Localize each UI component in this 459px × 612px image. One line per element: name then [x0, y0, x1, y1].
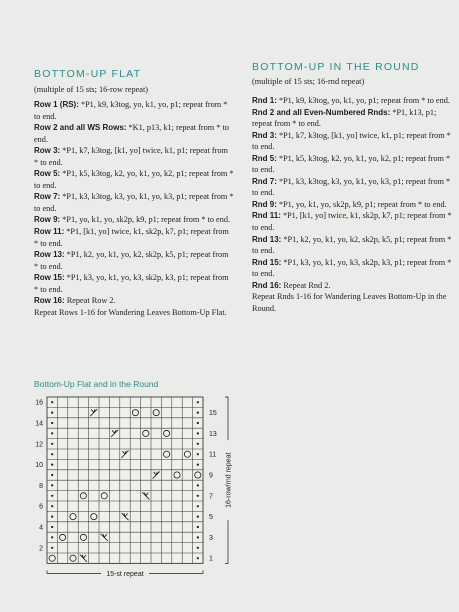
row-text: *P1, k3, k3tog, k3, yo, k1, yo, k3, p1; repeat from * to end.	[34, 192, 234, 213]
flat-row-3	[34, 145, 234, 168]
row-text: *P1, k7, k3tog, [k1, yo] twice, k1, p1; repeat from * to end.	[252, 130, 451, 152]
round-row-2	[252, 107, 452, 130]
row-label: Rnd 7:	[252, 176, 277, 186]
row-text: *P1, k3, yo, k1, yo, k3, sk2p, k3, p1; repeat from * to end.	[34, 273, 229, 294]
yarn-over-symbol	[101, 493, 107, 499]
row-text: *P1, k9, k3tog, yo, k1, yo, p1; repeat from * to end.	[276, 96, 450, 105]
row-label: Rnd 3:	[252, 130, 277, 140]
st-repeat-label: 15-st repeat	[106, 570, 144, 578]
purl-dot	[51, 495, 53, 497]
flat-title: BOTTOM-UP FLAT	[34, 68, 142, 80]
purl-dot	[197, 547, 199, 549]
row-text: *P1, [k1, yo] twice, k1, sk2p, k7, p1; repeat from * to end.	[252, 211, 452, 233]
round-row-8	[252, 234, 452, 257]
yarn-over-symbol	[184, 451, 190, 457]
row-text: *P1, k9, k3tog, yo, k1, yo, p1; repeat from * to end.	[34, 100, 228, 121]
knitting-chart	[0, 390, 459, 612]
purl-dot	[197, 526, 199, 528]
purl-dot	[51, 526, 53, 528]
row-number-left: 14	[35, 420, 43, 428]
flat-row-9	[34, 272, 234, 295]
yarn-over-symbol	[143, 430, 149, 436]
purl-dot	[197, 432, 199, 434]
round-title: BOTTOM-UP IN THE ROUND	[252, 61, 420, 73]
purl-dot	[51, 536, 53, 538]
row-text: *K1, p13, k1; repeat from * to end.	[34, 123, 229, 144]
row-number-right: 9	[209, 472, 213, 480]
row-label: Row 13:	[34, 250, 65, 260]
purl-dot	[51, 464, 53, 466]
row-label: Rnd 9:	[252, 199, 277, 209]
purl-dot	[197, 443, 199, 445]
yarn-over-symbol	[153, 410, 159, 416]
row-text: *P1, k5, k3tog, k2, yo, k1, yo, k2, p1; repeat from * to end.	[34, 169, 234, 190]
row-label: Rnd 5:	[252, 153, 277, 163]
row-text: *P1, k2, yo, k1, yo, k2, sk2p, k5, p1; repeat from * to end.	[34, 250, 229, 271]
row-number-right: 7	[209, 493, 213, 501]
purl-dot	[197, 453, 199, 455]
row-number-left: 6	[39, 503, 43, 511]
row-label: Row 1 (RS):	[34, 100, 79, 109]
round-row-9	[252, 257, 452, 280]
purl-dot	[197, 484, 199, 486]
row-text: *P1, k7, k3tog, [k1, yo] twice, k1, p1; repeat from * to end.	[34, 146, 228, 167]
row-number-left: 8	[39, 482, 43, 490]
purl-dot	[197, 557, 199, 559]
round-row-10	[252, 280, 452, 292]
purl-dot	[197, 516, 199, 518]
row-label: Row 7:	[34, 192, 61, 202]
row-label: Rnd 11:	[252, 211, 281, 221]
flat-row-1	[34, 99, 234, 122]
row-label: Row 9:	[34, 215, 61, 225]
yarn-over-symbol	[70, 514, 76, 520]
purl-dot	[51, 516, 53, 518]
row-label: Rnd 15:	[252, 257, 282, 267]
row-text: Repeat Rows 1-16 for Wandering Leaves Bottom-Up Flat.	[34, 307, 227, 317]
yarn-over-symbol	[174, 472, 180, 478]
purl-dot	[51, 401, 53, 403]
purl-dot	[197, 464, 199, 466]
flat-instructions	[34, 99, 234, 318]
round-row-7	[252, 210, 452, 233]
row-label: Row 11:	[34, 227, 65, 237]
purl-dot	[51, 412, 53, 414]
flat-row-6	[34, 214, 234, 226]
row-label: Rnd 13:	[252, 234, 282, 244]
row-number-right: 1	[209, 555, 213, 563]
purl-dot	[51, 505, 53, 507]
row-label: Row 16:	[34, 296, 65, 306]
flat-row-8	[34, 249, 234, 272]
row-repeat-label: 16-row/rnd repeat	[225, 452, 233, 508]
yarn-over-symbol	[80, 534, 86, 540]
row-number-right: 15	[209, 410, 217, 418]
purl-dot	[51, 547, 53, 549]
round-row-1	[252, 95, 452, 107]
row-number-right: 13	[209, 430, 217, 438]
purl-dot	[197, 401, 199, 403]
row-label: Row 3:	[34, 146, 61, 156]
row-text: *P1, k3, yo, k1, yo, k3, sk2p, k3, p1; repeat from * to end.	[252, 257, 452, 279]
flat-row-4	[34, 168, 234, 191]
yarn-over-symbol	[164, 430, 170, 436]
yarn-over-symbol	[91, 514, 97, 520]
round-row-3	[252, 130, 452, 153]
yarn-over-symbol	[80, 493, 86, 499]
yarn-over-symbol	[132, 410, 138, 416]
row-text: *P1, k2, yo, k1, yo, k2, sk2p, k5, p1; repeat from * to end.	[252, 234, 452, 256]
row-text: Repeat Rnd 2.	[281, 280, 331, 290]
row-text: *P1, k13, p1; repeat from * to end.	[252, 107, 437, 129]
row-number-left: 2	[39, 545, 43, 553]
purl-dot	[51, 474, 53, 476]
yarn-over-symbol	[195, 472, 201, 478]
purl-dot	[197, 422, 199, 424]
row-text: Repeat Rnds 1-16 for Wandering Leaves Bottom-Up in the Round.	[252, 292, 447, 313]
row-label: Row 15:	[34, 273, 65, 283]
row-text: *P1, [k1, yo] twice, k1, sk2p, k7, p1; repeat from * to end.	[34, 227, 229, 248]
row-number-left: 10	[35, 462, 43, 470]
row-text: *P1, yo, k1, yo, sk2p, k9, p1; repeat from * to end.	[276, 199, 447, 209]
yarn-over-symbol	[70, 555, 76, 561]
round-row-6	[252, 199, 452, 211]
purl-dot	[51, 443, 53, 445]
purl-dot	[51, 484, 53, 486]
row-number-right: 11	[209, 451, 217, 459]
row-text: *P1, yo, k1, yo, sk2p, k9, p1; repeat from * to end.	[60, 215, 231, 225]
purl-dot	[197, 412, 199, 414]
row-label: Row 5:	[34, 169, 61, 179]
row-number-left: 12	[35, 441, 43, 449]
purl-dot	[51, 453, 53, 455]
purl-dot	[197, 495, 199, 497]
row-text: *P1, k3, k3tog, k3, yo, k1, yo, k3, p1; repeat from * to end.	[252, 176, 451, 198]
purl-dot	[197, 505, 199, 507]
yarn-over-symbol	[60, 534, 66, 540]
chart-title: Bottom-Up Flat and in the Round	[34, 379, 159, 389]
flat-row-10	[34, 295, 234, 307]
row-label: Rnd 16:	[252, 280, 282, 290]
row-label: Rnd 1:	[252, 96, 277, 105]
round-subtitle: (multiple of 15 sts; 16-rnd repeat)	[252, 77, 365, 86]
row-label: Row 2 and all WS Rows:	[34, 123, 127, 133]
purl-dot	[51, 432, 53, 434]
round-row-11	[252, 291, 452, 314]
purl-dot	[197, 536, 199, 538]
flat-row-2	[34, 122, 234, 145]
flat-row-5	[34, 191, 234, 214]
purl-dot	[51, 422, 53, 424]
row-label: Rnd 2 and all Even-Numbered Rnds:	[252, 107, 391, 117]
round-row-5	[252, 176, 452, 199]
row-text: Repeat Row 2.	[64, 296, 116, 306]
row-number-right: 3	[209, 534, 213, 542]
yarn-over-symbol	[49, 555, 55, 561]
row-number-right: 5	[209, 514, 213, 522]
flat-subtitle: (multiple of 15 sts; 16-row repeat)	[34, 85, 149, 94]
row-number-left: 16	[35, 399, 43, 407]
row-text: *P1, k5, k3tog, k2, yo, k1, yo, k2, p1; repeat from * to end.	[252, 153, 451, 175]
round-instructions	[252, 95, 452, 314]
flat-row-7	[34, 226, 234, 249]
yarn-over-symbol	[164, 451, 170, 457]
flat-row-11	[34, 307, 234, 319]
row-number-left: 4	[39, 524, 43, 532]
round-row-4	[252, 153, 452, 176]
